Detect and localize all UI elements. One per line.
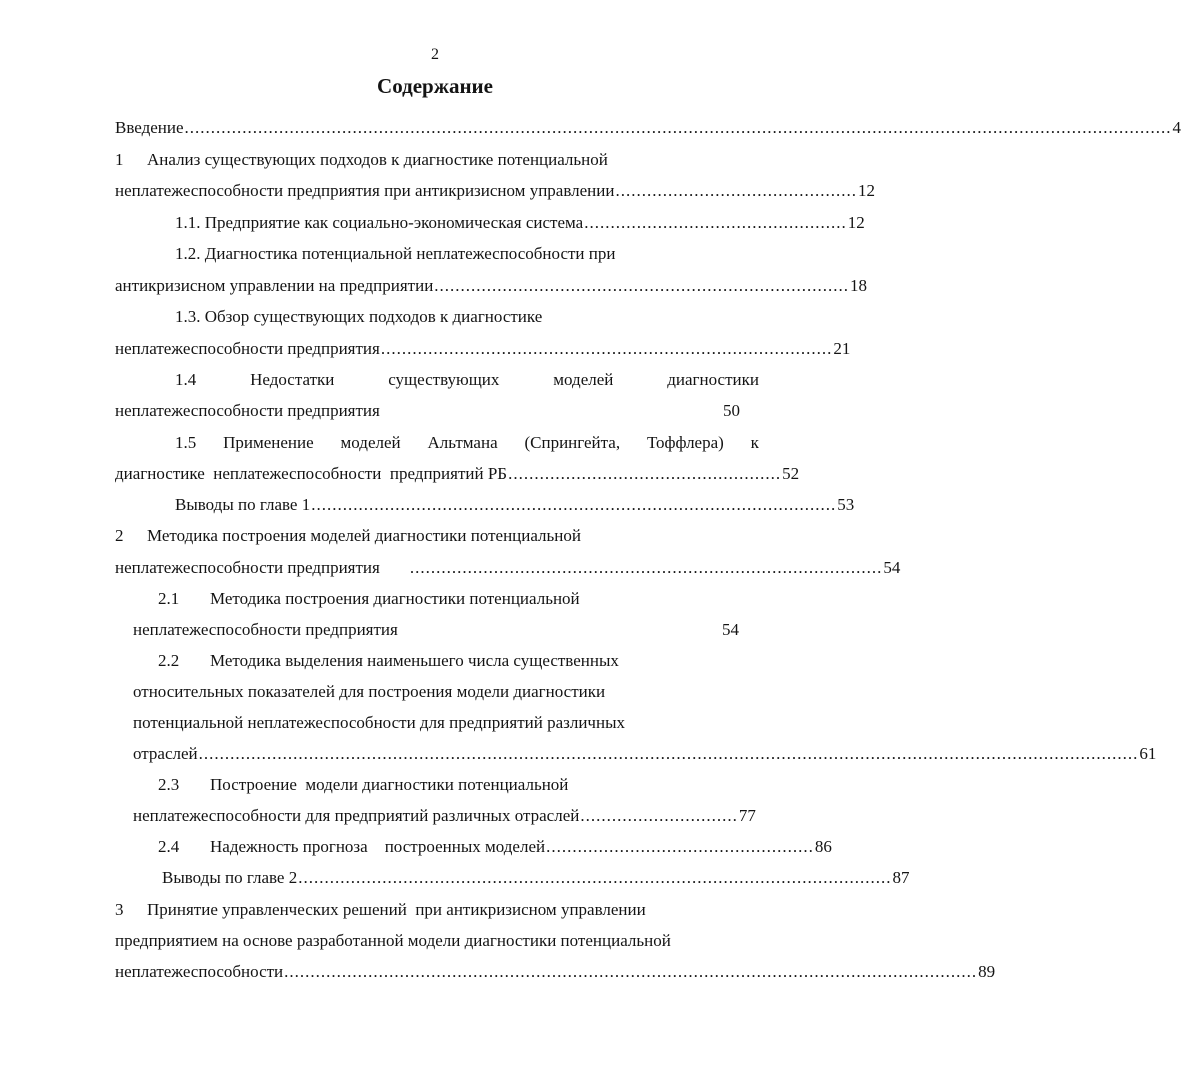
toc-section-1-2-line1 — [175, 241, 735, 267]
toc-conclusion-1 — [175, 492, 855, 518]
toc-section-2-3-line1 — [158, 772, 738, 798]
toc-section-1-4-line1 — [175, 367, 759, 393]
toc-text: неплатежеспособности предприятия при антикризисном управлении — [115, 181, 615, 200]
toc-page: 53 — [837, 495, 855, 514]
toc-text: Выводы по главе 2 — [162, 868, 298, 887]
toc-num: 3 — [115, 900, 124, 919]
toc-text: Анализ существующих подходов к диагностике потенциальной — [147, 150, 608, 169]
toc-text: неплатежеспособности предприятия — [133, 620, 398, 639]
toc-word: Тоффлера) — [646, 433, 724, 452]
toc-chapter-3-line2 — [115, 928, 755, 954]
toc-chapter-3-line3 — [115, 959, 996, 985]
toc-word: моделей — [340, 433, 401, 452]
toc-num: 2 — [115, 526, 124, 545]
toc-text: отраслей — [133, 744, 198, 763]
toc-word: (Спрингейта, — [524, 433, 621, 452]
toc-text: Надежность прогноза построенных моделей — [210, 837, 546, 856]
page-title: Содержание — [377, 74, 493, 98]
toc-page: 54 — [883, 558, 901, 577]
toc-page: 18 — [850, 276, 868, 295]
toc-text: предприятием на основе разработанной модели диагностики потенциальной — [115, 931, 671, 950]
toc-conclusion-2 — [162, 865, 910, 891]
toc-section-2-2-line1 — [158, 648, 738, 674]
toc-text: Построение модели диагностики потенциальной — [210, 775, 569, 794]
leader-dots: ............................................................................................................................................................................................ — [184, 118, 1172, 137]
toc-section-1-3-line2 — [115, 336, 851, 362]
toc-chapter-1-line2 — [115, 178, 875, 204]
toc-section-2-1-line2 — [133, 617, 739, 643]
toc-section-1-1 — [175, 210, 865, 236]
leader-dots: .................................................................................................................................... — [284, 962, 978, 981]
toc-text: 1.3. Обзор существующих подходов к диагностике — [175, 307, 543, 326]
toc-section-2-4 — [158, 834, 832, 860]
toc-section-1-5-line1 — [175, 430, 759, 456]
toc-text: Методика построения диагностики потенциальной — [210, 589, 580, 608]
toc-text: неплатежеспособности предприятия — [115, 558, 380, 577]
toc-page: 61 — [1139, 744, 1157, 763]
toc-word: к — [750, 433, 759, 452]
toc-section-2-3-line2 — [133, 803, 756, 829]
toc-word: Недостатки — [250, 370, 335, 389]
toc-num: 1 — [115, 150, 124, 169]
leader-dots: ................................................................................................................. — [298, 868, 892, 887]
toc-page: 21 — [833, 339, 851, 358]
toc-text: неплатежеспособности предприятия — [115, 401, 380, 420]
leader-dots: ................................................... — [546, 837, 814, 856]
toc-text: 1.2. Диагностика потенциальной неплатежеспособности при — [175, 244, 616, 263]
toc-text: неплатежеспособности — [115, 962, 284, 981]
toc-text: Выводы по главе 1 — [175, 495, 311, 514]
toc-entry-intro — [115, 115, 1181, 141]
toc-text: диагностике неплатежеспособности предприятий РБ — [115, 464, 508, 483]
leader-dots: .............................. — [580, 806, 738, 825]
toc-num: 2.4 — [158, 837, 180, 856]
toc-page: 77 — [738, 806, 756, 825]
leader-dots: ............................................................................... — [434, 276, 850, 295]
toc-word: Применение — [223, 433, 314, 452]
page-number: 2 — [431, 46, 439, 63]
toc-page: 50 — [723, 401, 740, 420]
toc-text: потенциальной неплатежеспособности для предприятий различных — [133, 713, 625, 732]
toc-text: антикризисном управлении на предприятии — [115, 276, 434, 295]
leader-dots: .................................................... — [508, 464, 782, 483]
toc-word: существующих — [388, 370, 500, 389]
toc-text: 1.1. Предприятие как социально-экономическая система — [175, 213, 584, 232]
toc-chapter-1-line1 — [115, 147, 715, 173]
toc-text: Методика выделения наименьшего числа существенных — [210, 651, 619, 670]
toc-word: 1.5 — [175, 433, 197, 452]
toc-page: 54 — [722, 620, 739, 639]
toc-chapter-2-line2 — [115, 555, 901, 581]
leader-dots: ................................................................................................................................................................................... — [198, 744, 1139, 763]
toc-page: 12 — [847, 213, 865, 232]
toc-word: Альтмана — [427, 433, 498, 452]
toc-section-2-1-line1 — [158, 586, 738, 612]
leader-dots: .................................................. — [584, 213, 847, 232]
toc-page: 89 — [978, 962, 996, 981]
toc-section-1-5-line2 — [115, 461, 800, 487]
toc-page: 52 — [782, 464, 800, 483]
toc-page: 87 — [892, 868, 910, 887]
leader-dots: .......................................................................................... — [409, 558, 883, 577]
leader-dots: .............................................. — [615, 181, 857, 200]
toc-section-2-2-line3 — [133, 710, 733, 736]
toc-text: относительных показателей для построения модели диагностики — [133, 682, 606, 701]
toc-text: неплатежеспособности для предприятий различных отраслей — [133, 806, 580, 825]
toc-num: 2.3 — [158, 775, 180, 794]
toc-text: Принятие управленческих решений при антикризисном управлении — [147, 900, 646, 919]
leader-dots: ...................................................................................... — [380, 339, 833, 358]
toc-section-1-3-line1 — [175, 304, 735, 330]
toc-chapter-2-line1 — [115, 523, 715, 549]
toc-page: 12 — [857, 181, 875, 200]
toc-num: 2.2 — [158, 651, 180, 670]
toc-word: диагностики — [667, 370, 759, 389]
toc-chapter-3-line1 — [115, 897, 735, 923]
toc-word: моделей — [553, 370, 614, 389]
toc-page: 86 — [814, 837, 832, 856]
toc-section-1-4-line2 — [115, 398, 740, 424]
toc-text: неплатежеспособности предприятия — [115, 339, 380, 358]
leader-dots: .................................................................................................... — [311, 495, 837, 514]
toc-text: Методика построения моделей диагностики потенциальной — [147, 526, 581, 545]
toc-text: Введение — [115, 118, 184, 137]
toc-section-2-2-line2 — [133, 679, 733, 705]
toc-page: 4 — [1172, 118, 1181, 137]
toc-word: 1.4 — [175, 370, 197, 389]
toc-num: 2.1 — [158, 589, 180, 608]
toc-section-1-2-line2 — [115, 273, 868, 299]
toc-section-2-2-line4 — [133, 741, 1157, 767]
